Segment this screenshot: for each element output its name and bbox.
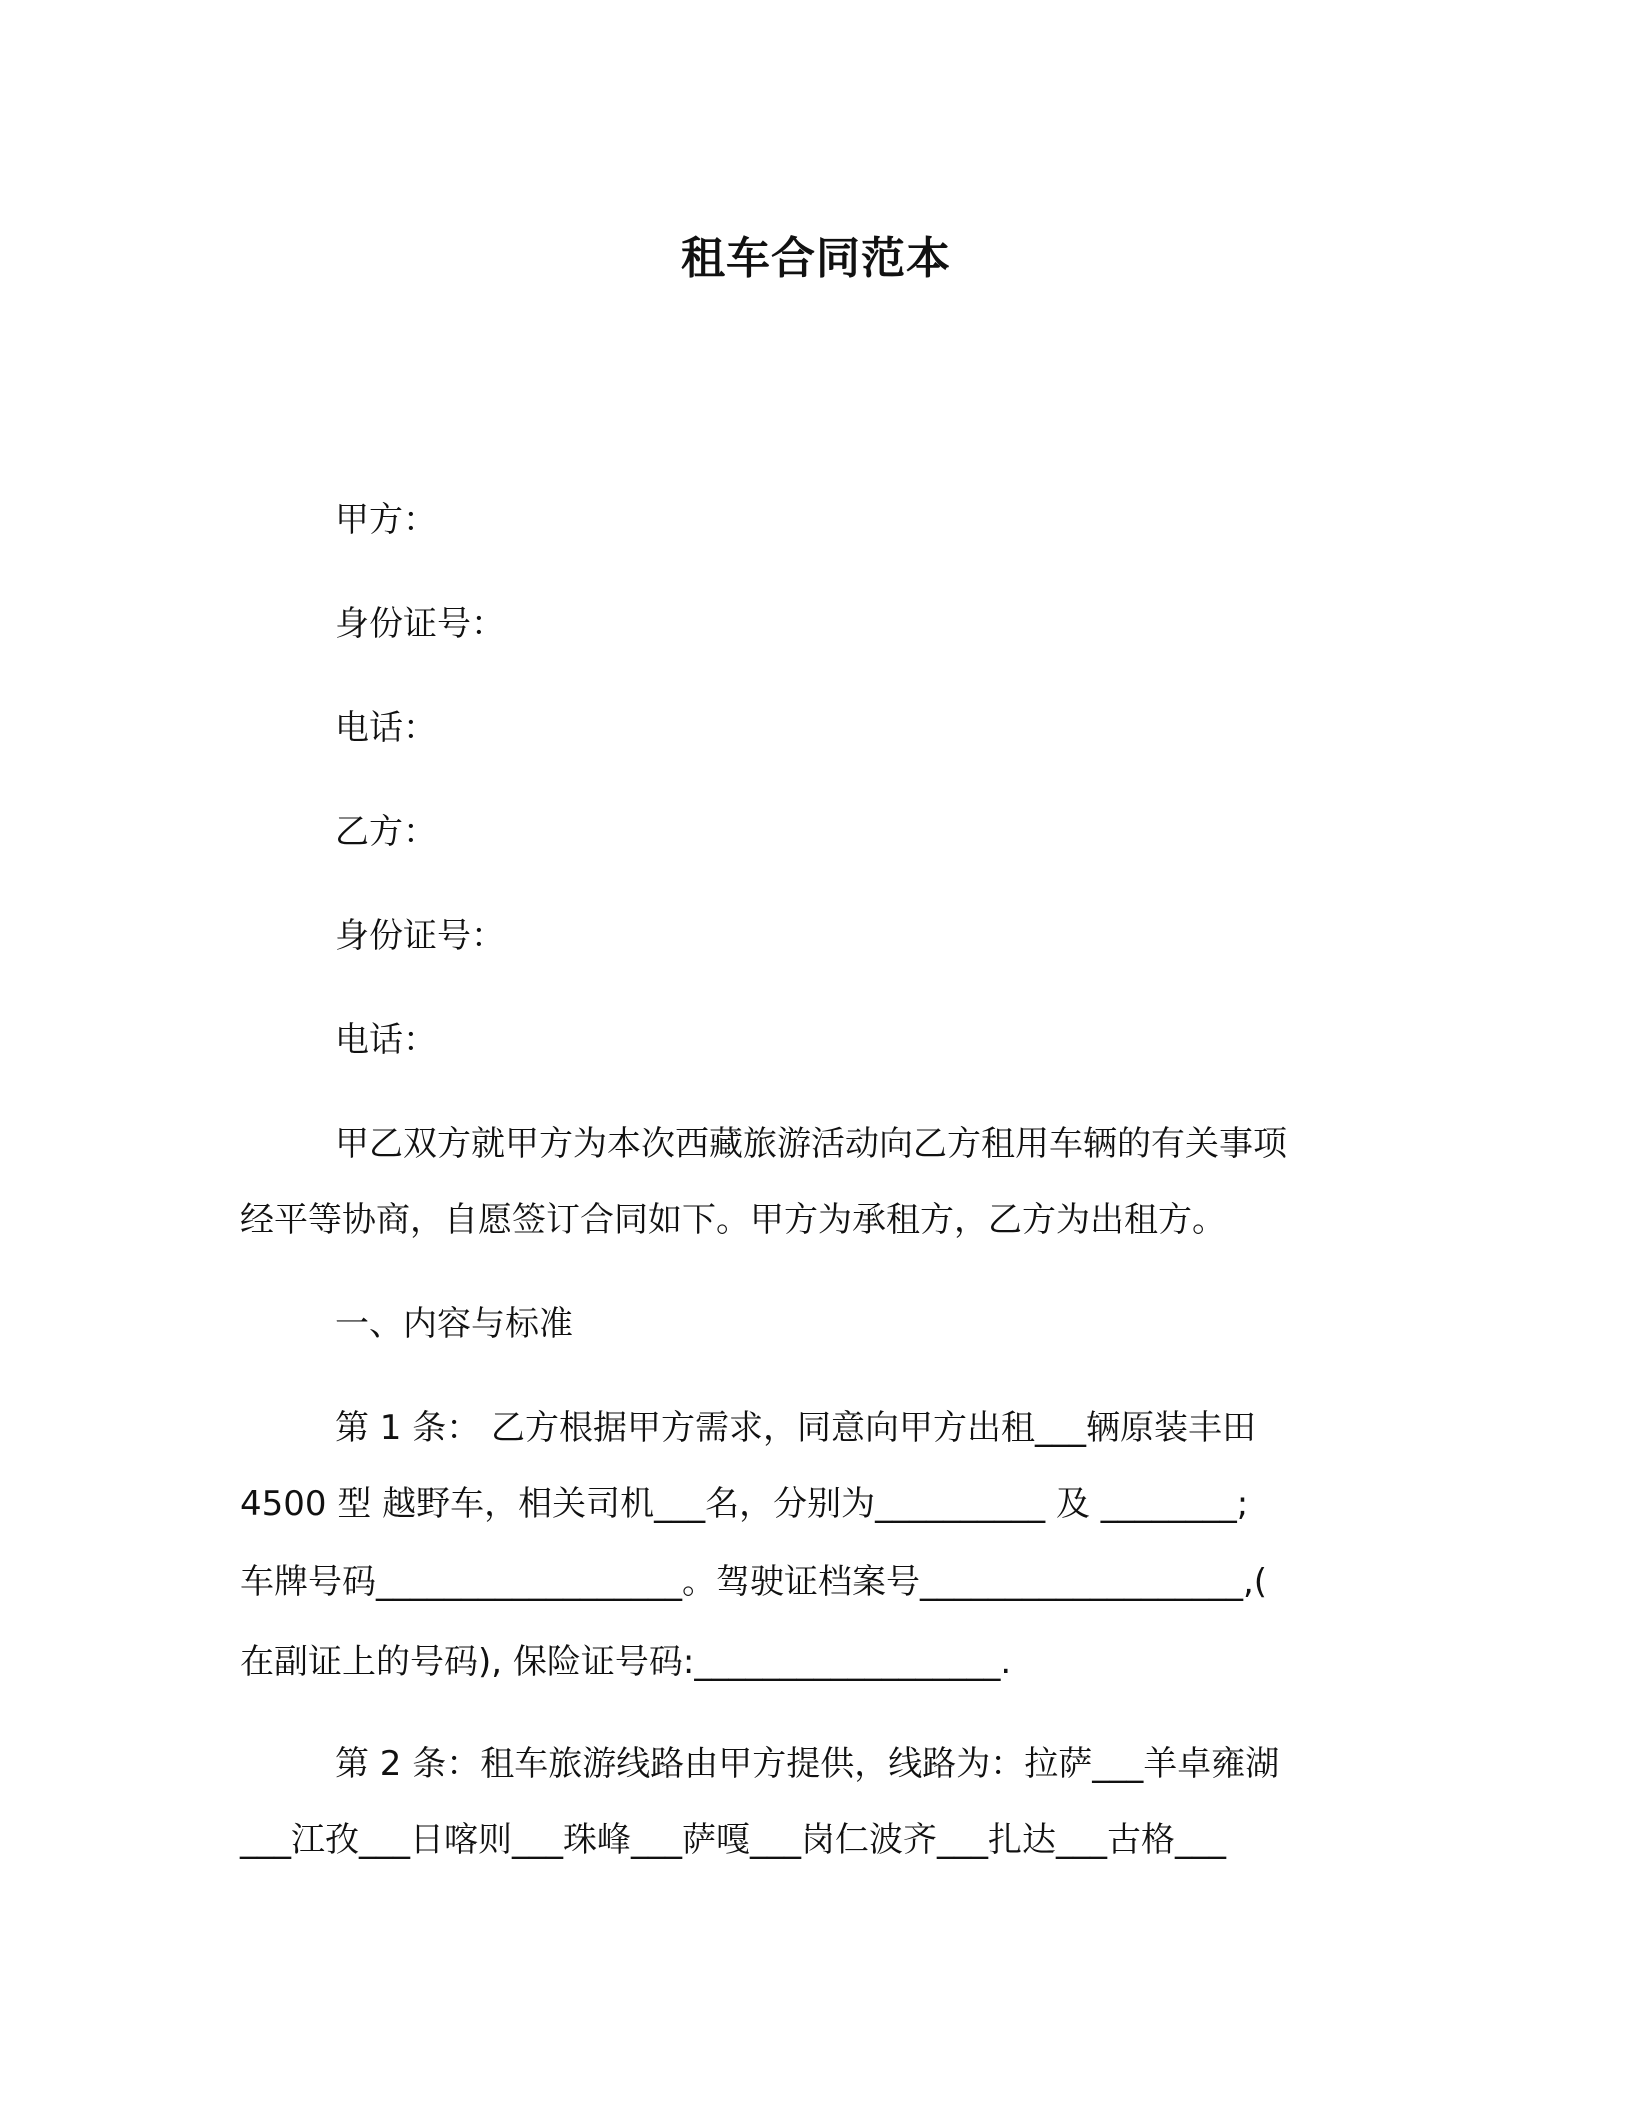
party-b-label: 乙方： [335,812,437,852]
intro-paragraph-line-1: 甲乙双方就甲方为本次西藏旅游活动向乙方租用车辆的有关事项 [335,1124,1287,1164]
article-2-line-1: 第 2 条：租车旅游线路由甲方提供，线路为：拉萨___羊卓雍湖 [335,1744,1280,1784]
section-1-heading: 一、内容与标准 [335,1304,573,1344]
party-a-label: 甲方： [335,500,437,540]
intro-paragraph-line-2: 经平等协商，自愿签订合同如下。甲方为承租方，乙方为出租方。 [240,1200,1226,1240]
article-1-line-3: 车牌号码__________________。驾驶证档案号___________________,( [240,1562,1268,1602]
party-a-id-label: 身份证号： [335,604,505,644]
article-1-line-4: 在副证上的号码), 保险证号码:__________________. [240,1642,1012,1682]
document-title: 租车合同范本 [681,233,951,284]
party-b-id-label: 身份证号： [335,916,505,956]
party-b-phone-label: 电话： [335,1020,437,1060]
article-1-line-2: 4500 型 越野车，相关司机___名，分别为__________ 及 ________; [240,1484,1249,1524]
article-2-line-2: ___江孜___日喀则___珠峰___萨嘎___岗仁波齐___扎达___古格___ [240,1820,1226,1860]
party-a-phone-label: 电话： [335,708,437,748]
article-1-line-1: 第 1 条： 乙方根据甲方需求，同意向甲方出租___辆原装丰田 [335,1408,1257,1448]
